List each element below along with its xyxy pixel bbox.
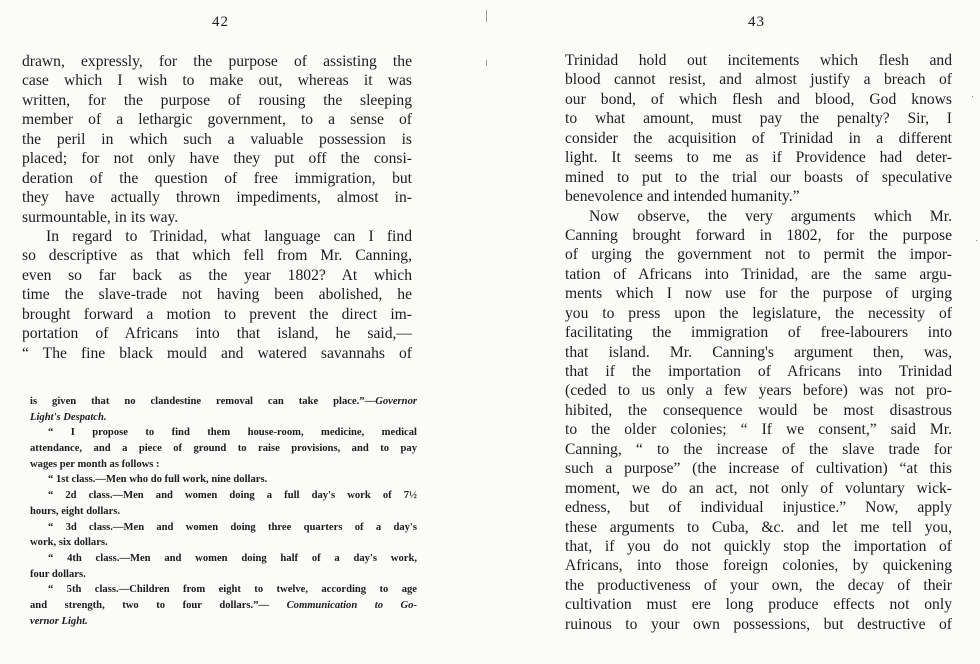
text-line: drawn, expressly, for the purpose of assisting the — [22, 53, 412, 70]
text-line: deration of the question of free immigration, but — [22, 169, 412, 187]
text-line: cultivation must ere long produce effects not only — [565, 596, 952, 614]
text-line: case which I wish to make out, whereas it was — [22, 72, 412, 90]
footnote-text: “ I propose to find them house-room, medicine, medical — [48, 427, 417, 439]
text-line: time the slave-trade not having been abolished, he — [22, 286, 412, 304]
footnote-text: “ 1st class.—Men who do full work, nine dollars. — [48, 474, 268, 486]
footnote-line — [30, 441, 417, 457]
footnote-line — [30, 457, 417, 473]
text-line: portation of Africans into that island, he said,— — [22, 325, 412, 343]
footnote-text: is given that no clandestine removal can take place.”— — [30, 396, 376, 407]
text-line: (ceded to us only a few years before) was not pro- — [565, 382, 952, 400]
footnote-text: work, six dollars. — [30, 537, 108, 549]
text-line: even so far back as the year 1802? At which — [22, 266, 412, 284]
text-line: Now observe, the very arguments which Mr. — [589, 207, 952, 225]
text-line: Canning brought forward in 1802, for the purpose — [565, 226, 952, 244]
text-line: the productiveness of your own, the decay of their — [565, 576, 952, 594]
text-line: to what amount, must pay the penalty? Sir, I — [565, 110, 952, 128]
page-number-right: 43 — [748, 14, 765, 30]
text-line: they have actually thrown impediments, almost in- — [22, 189, 412, 207]
footnote-line — [30, 394, 417, 410]
text-line: such a purpose” (the increase of cultivation) “at this — [565, 460, 952, 478]
footnote-line — [30, 520, 417, 536]
text-line: of urging the government not to permit the impor- — [565, 246, 952, 264]
footnote-line — [30, 598, 417, 614]
text-line: our bond, of which flesh and blood, God knows — [565, 90, 952, 108]
text-line: tation of Africans into Trinidad, are the same argu- — [565, 265, 952, 283]
footnote-text: “ 5th class.—Children from eight to twelve, according to age — [48, 584, 417, 596]
text-line: Africans, into those foreign colonies, by quickening — [565, 557, 952, 575]
left-page — [0, 0, 485, 664]
text-line: that if the importation of Africans into Trinidad — [565, 363, 952, 380]
footnote-text: “ 2d class.—Men and women doing a full day's work of 7½ — [48, 490, 417, 502]
text-line: edness, but of individual injustice.” Now, apply — [565, 499, 952, 517]
footnote-text: “ 3d class.—Men and women doing three quarters of a day's — [48, 521, 417, 533]
footnote-line — [30, 488, 417, 504]
text-line: so descriptive as that which fell from Mr. Canning, — [22, 247, 412, 265]
text-line: ments which I now use for the purpose of urging — [565, 285, 952, 303]
text-line: hibited, the consequence would be most disastrous — [565, 401, 952, 419]
footnote-text: “ 4th class.—Men and women doing half of a day's work, — [48, 552, 417, 564]
text-line: facilitating the immigration of free-labourers into — [565, 324, 952, 342]
footnote-text: wages per month as follows : — [30, 458, 160, 470]
text-line: brought forward a motion to prevent the direct im- — [22, 305, 412, 323]
left-body-text — [22, 52, 412, 363]
footnote-text: and strength, two to four dollars.”— — [30, 599, 287, 611]
text-line: Canning, “ to the increase of the slave trade for — [565, 440, 952, 458]
paper-speck — [976, 240, 977, 241]
text-line: these arguments to Cuba, &c. and let me tell you, — [565, 518, 952, 536]
footnotes — [30, 394, 417, 629]
footnote-line — [30, 535, 417, 551]
text-line: blood cannot resist, and almost justify a breach of — [565, 71, 952, 89]
text-line: ruinous to your own possessions, but destructive of — [565, 615, 952, 633]
page-number-left: 42 — [212, 14, 229, 30]
text-line: surmountable, in its way. — [22, 208, 179, 226]
footnote-text: four dollars. — [30, 568, 86, 580]
footnote-text: attendance, and a piece of ground to raise provisions, and to pay — [30, 443, 417, 455]
footnote-line — [30, 551, 417, 567]
text-line: placed; for not only have they put off the consi- — [22, 150, 412, 168]
footnote-text: hours, eight dollars. — [30, 505, 121, 517]
right-body-text — [565, 51, 952, 634]
text-line: to the older colonies; “ If we consent,” said Mr. — [565, 421, 952, 439]
text-line: mined to put to the trial our boasts of speculative — [565, 168, 952, 186]
footnote-line — [30, 472, 417, 488]
footnote-line — [30, 504, 417, 520]
text-line: “ The fine black mould and watered savannahs of — [22, 344, 412, 362]
footnote-citation: Communication to Go- — [286, 599, 417, 611]
footnote-line — [30, 425, 417, 441]
text-line: Trinidad hold out incitements which flesh and — [565, 52, 952, 69]
text-line: light. It seems to me as if Providence had deter- — [565, 149, 952, 167]
footnote-line — [30, 582, 417, 598]
footnote-line — [30, 614, 417, 630]
paper-speck — [972, 96, 973, 97]
text-line: you to press upon the legislature, the necessity of — [565, 304, 952, 322]
footnote-line — [30, 567, 417, 583]
text-line: the peril in which such a valuable possession is — [22, 130, 412, 148]
text-line: written, for the purpose of rousing the sleeping — [22, 91, 412, 109]
book-gutter — [486, 0, 488, 664]
text-line: moment, we do an act, not only of voluntary wick- — [565, 479, 952, 497]
text-line: that island. Mr. Canning's argument then, was, — [565, 343, 952, 361]
text-line: benevolence and intended humanity.” — [565, 188, 800, 206]
text-line: consider the acquisition of Trinidad in a different — [565, 129, 952, 147]
footnote-citation: vernor Light. — [30, 615, 88, 627]
footnote-citation: Light's Despatch. — [30, 411, 107, 423]
text-line: member of a lethargic government, to a sense of — [22, 111, 412, 129]
right-page — [490, 0, 980, 664]
text-line: that, if you do not quickly stop the importation of — [565, 537, 952, 555]
footnote-citation: Governor — [375, 396, 417, 407]
footnote-line — [30, 410, 417, 426]
text-line: In regard to Trinidad, what language can I find — [46, 227, 412, 245]
